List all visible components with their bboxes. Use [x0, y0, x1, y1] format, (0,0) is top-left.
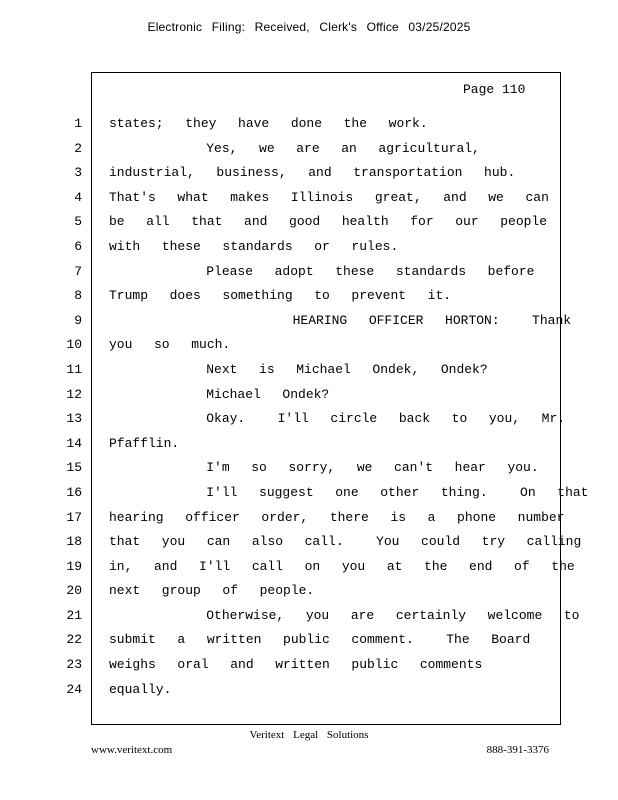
- footer-phone: 888-391-3376: [486, 744, 549, 756]
- transcript-body: [109, 112, 588, 702]
- footer-company: Veritext Legal Solutions: [249, 729, 369, 741]
- line-number: 7: [74, 263, 82, 279]
- transcript-line: you so much.: [109, 337, 231, 353]
- line-number: 16: [66, 484, 82, 500]
- line-number: 15: [66, 460, 82, 476]
- line-number: 10: [66, 337, 82, 353]
- line-number: 12: [66, 386, 82, 402]
- filing-stamp-header: Electronic Filing: Received, Clerk's Office 03/25/2025: [147, 20, 471, 34]
- line-number: 3: [74, 165, 82, 181]
- line-number: 2: [74, 140, 82, 156]
- page-number: Page 110: [463, 82, 526, 97]
- line-number: 13: [66, 411, 82, 427]
- transcript-line: Next is Michael Ondek, Ondek?: [109, 361, 488, 377]
- line-number: 22: [66, 632, 82, 648]
- transcript-line: I'll suggest one other thing. On that: [109, 484, 589, 500]
- transcript-line: weighs oral and written public comments: [109, 657, 483, 673]
- line-number: 17: [66, 509, 82, 525]
- line-number: 19: [66, 558, 82, 574]
- line-number: 21: [66, 607, 82, 623]
- transcript-line: equally.: [109, 681, 172, 697]
- line-number: 6: [74, 238, 82, 254]
- line-number: 20: [66, 583, 82, 599]
- footer-website: www.veritext.com: [91, 744, 173, 756]
- transcript-line: submit a written public comment. The Board: [109, 632, 531, 648]
- transcript-line: Pfafflin.: [109, 435, 180, 451]
- transcript-line: with these standards or rules.: [109, 238, 399, 254]
- transcript-line: in, and I'll call on you at the end of the: [109, 558, 575, 574]
- line-number: 11: [66, 361, 82, 377]
- line-number: 24: [66, 681, 82, 697]
- transcript-line: next group of people.: [109, 583, 315, 599]
- transcript-line: hearing officer order, there is a phone number: [109, 509, 565, 525]
- transcript-line: HEARING OFFICER HORTON: Thank: [109, 312, 572, 328]
- line-number: 23: [66, 657, 82, 673]
- line-number: 8: [74, 288, 82, 304]
- line-number: 18: [66, 534, 82, 550]
- line-number-column: [60, 112, 82, 702]
- transcript-line: That's what makes Illinois great, and we can: [109, 189, 549, 205]
- line-number: 9: [74, 312, 82, 328]
- transcript-line: states; they have done the work.: [109, 116, 428, 131]
- transcript-line: that you can also call. You could try calling: [109, 534, 582, 550]
- line-number: 1: [74, 116, 82, 131]
- transcript-line: Michael Ondek?: [109, 386, 330, 402]
- transcript-line: industrial, business, and transportation hub.: [109, 165, 516, 181]
- transcript-line: Okay. I'll circle back to you, Mr.: [109, 411, 566, 427]
- transcript-line: Yes, we are an agricultural,: [109, 140, 480, 156]
- line-number: 4: [74, 189, 82, 205]
- transcript-line: Trump does something to prevent it.: [109, 288, 452, 304]
- transcript-line: be all that and good health for our people: [109, 214, 548, 230]
- line-number: 5: [74, 214, 82, 230]
- line-number: 14: [66, 435, 82, 451]
- transcript-line: I'm so sorry, we can't hear you.: [109, 460, 539, 476]
- transcript-line: Otherwise, you are certainly welcome to: [109, 607, 580, 623]
- transcript-line: Please adopt these standards before: [109, 263, 535, 279]
